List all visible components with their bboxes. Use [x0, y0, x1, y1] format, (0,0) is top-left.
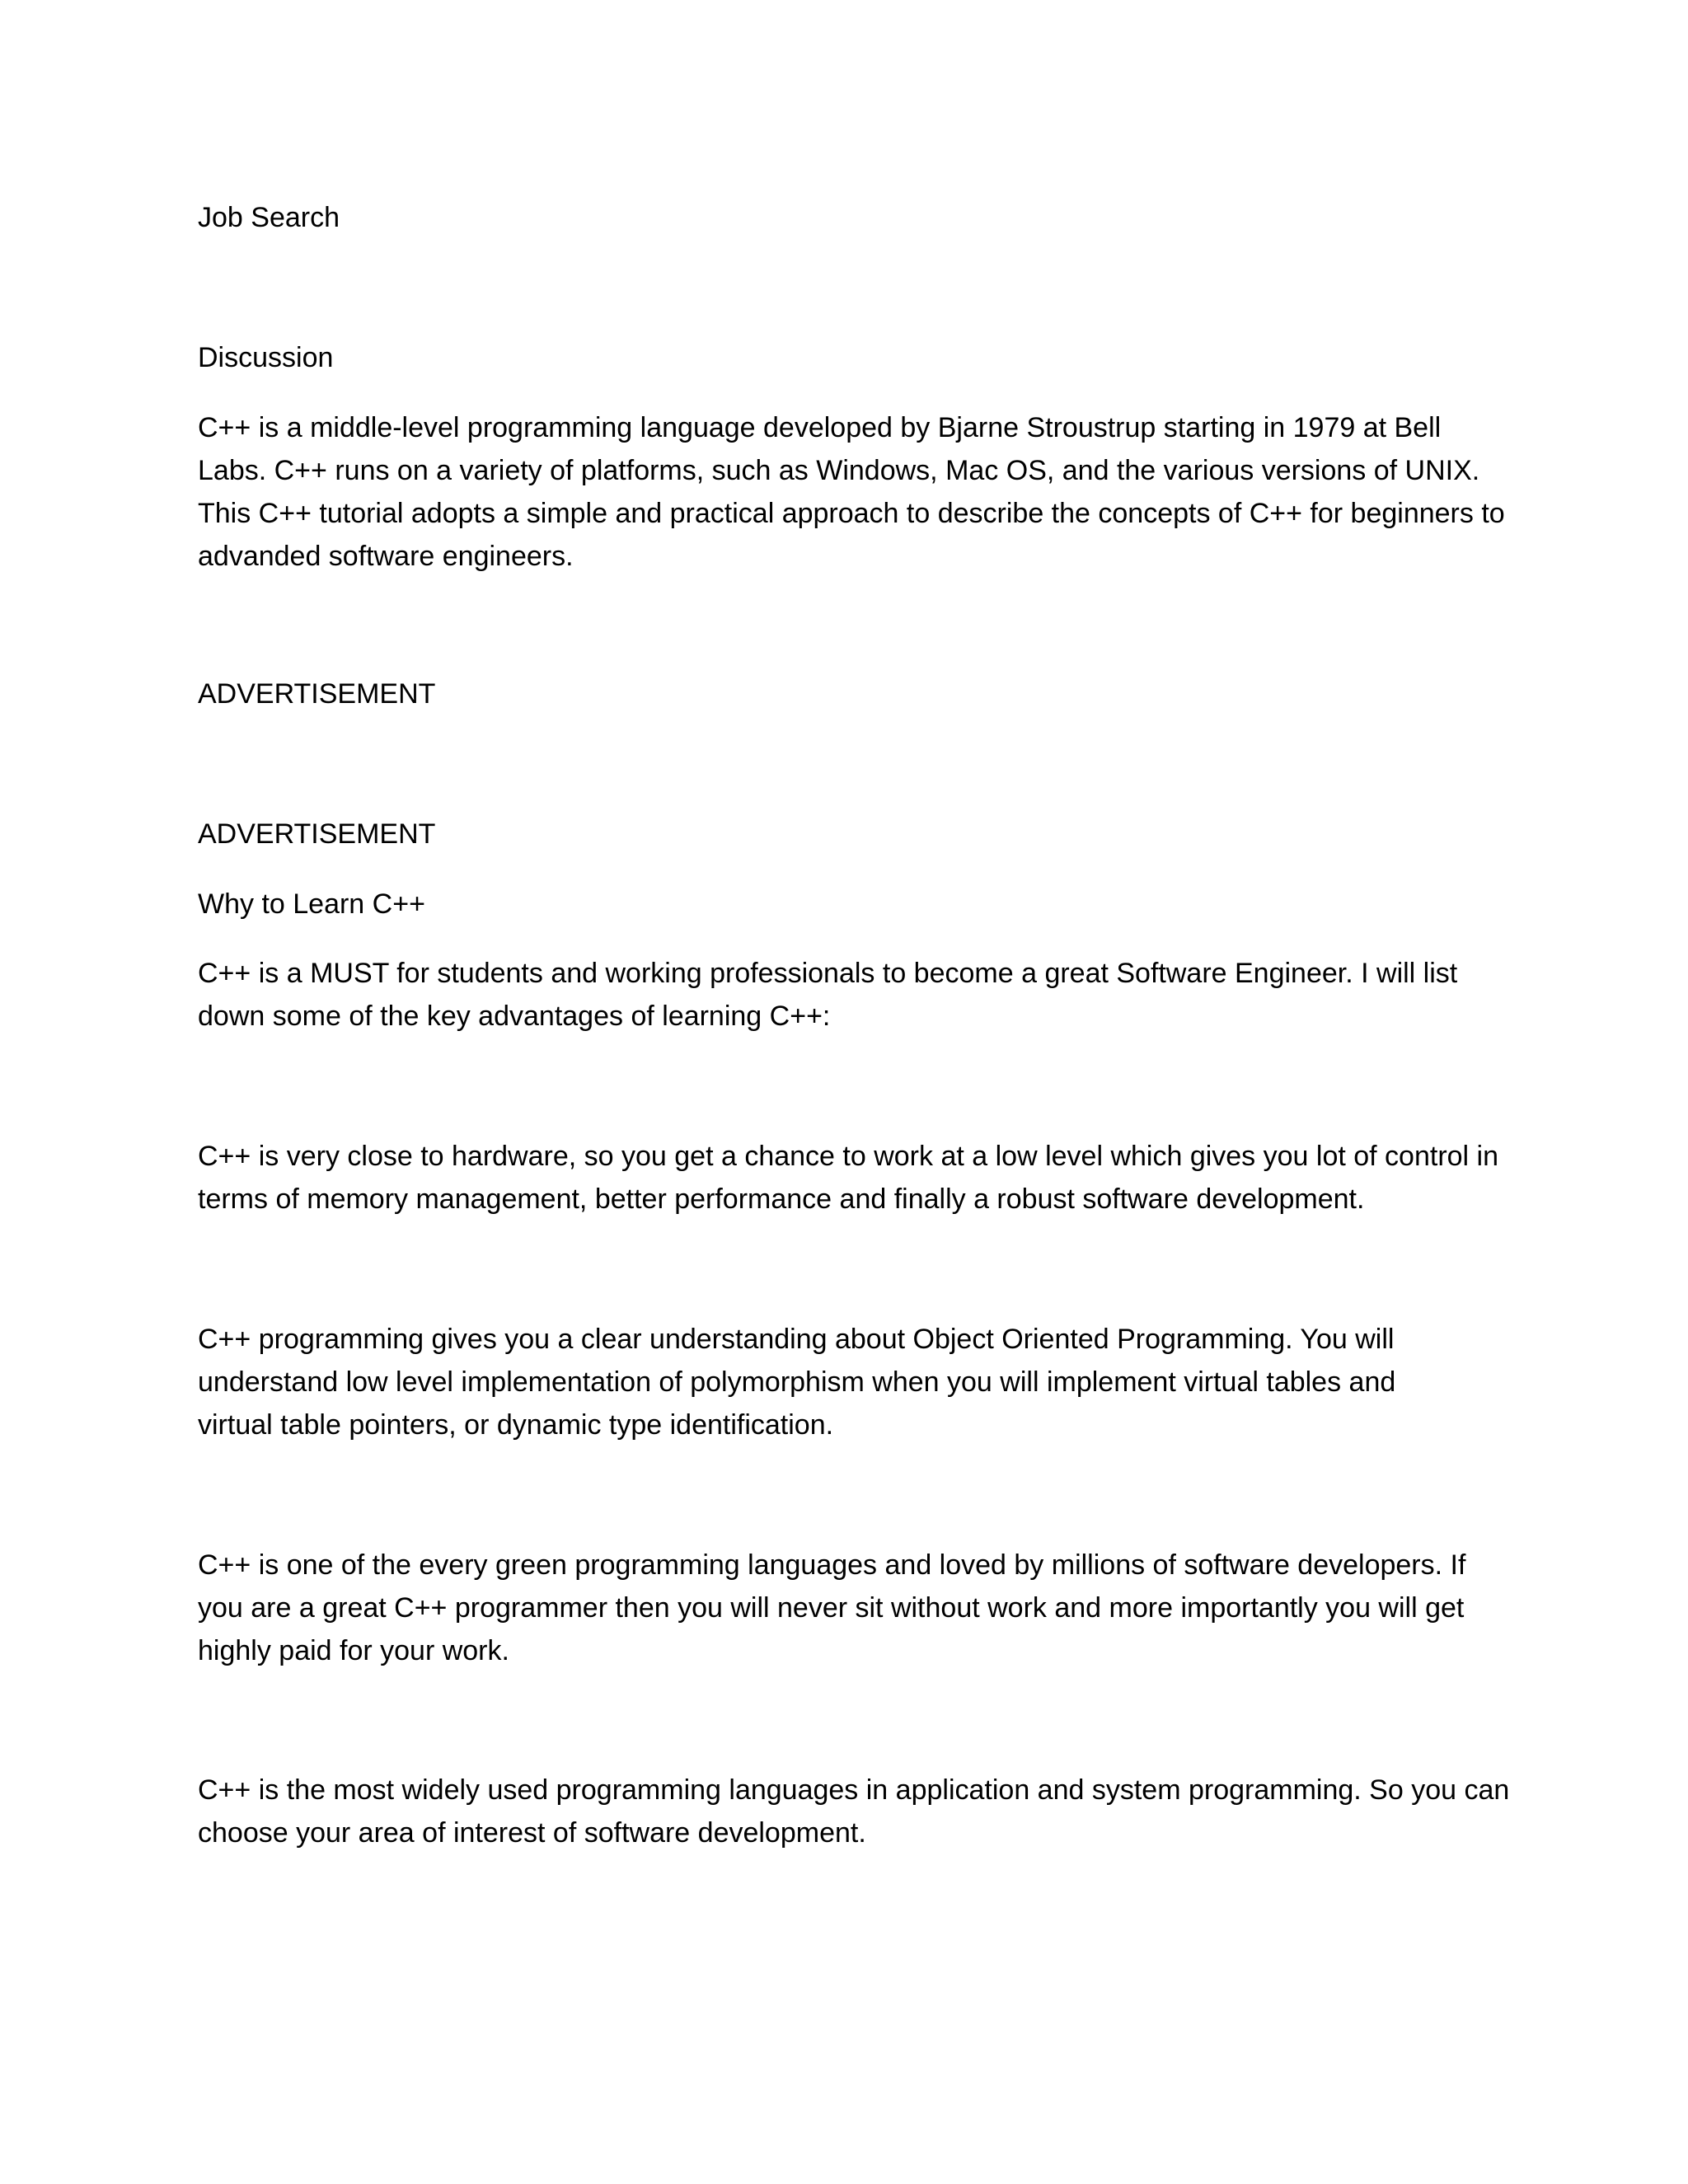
advertisement-label-1: ADVERTISEMENT: [198, 678, 436, 710]
discussion-heading: Discussion: [198, 342, 334, 373]
advantage-widely-used-paragraph: C++ is the most widely used programming languages in application and system programming. So you can choose your area of interest of software development.: [198, 1774, 1510, 1849]
advantages-intro-paragraph: C++ is a MUST for students and working professionals to become a great Software Engineer. I will list down some of the key advantages of learning C++:: [198, 958, 1458, 1032]
advantage-hardware-paragraph: C++ is very close to hardware, so you get a chance to work at a low level which gives you lot of control in terms of memory management, better performance and finally a robust software development.: [198, 1141, 1499, 1215]
advantage-oop-paragraph: C++ programming gives you a clear understanding about Object Oriented Programming. You will understand low level implementation of polymorphism when you will implement virtual tables and virtual table pointers, or dynamic type identification.: [198, 1324, 1396, 1441]
job-search-heading: Job Search: [198, 202, 340, 233]
why-learn-heading: Why to Learn C++: [198, 888, 425, 920]
advantage-evergreen-paragraph: C++ is one of the every green programming languages and loved by millions of software developers. If you are a great C++ programmer then you will never sit without work and more importantly you will get highly paid for your work.: [198, 1549, 1466, 1666]
advertisement-label-2: ADVERTISEMENT: [198, 818, 436, 850]
intro-paragraph: C++ is a middle-level programming language developed by Bjarne Stroustrup starting in 1979 at Bell Labs. C++ runs on a variety of platforms, such as Windows, Mac OS, and the various versions of UNIX. This C++ tutorial adopts a simple and practical approach to describe the concepts of C++ for beginners to advanded software engineers.: [198, 412, 1505, 572]
